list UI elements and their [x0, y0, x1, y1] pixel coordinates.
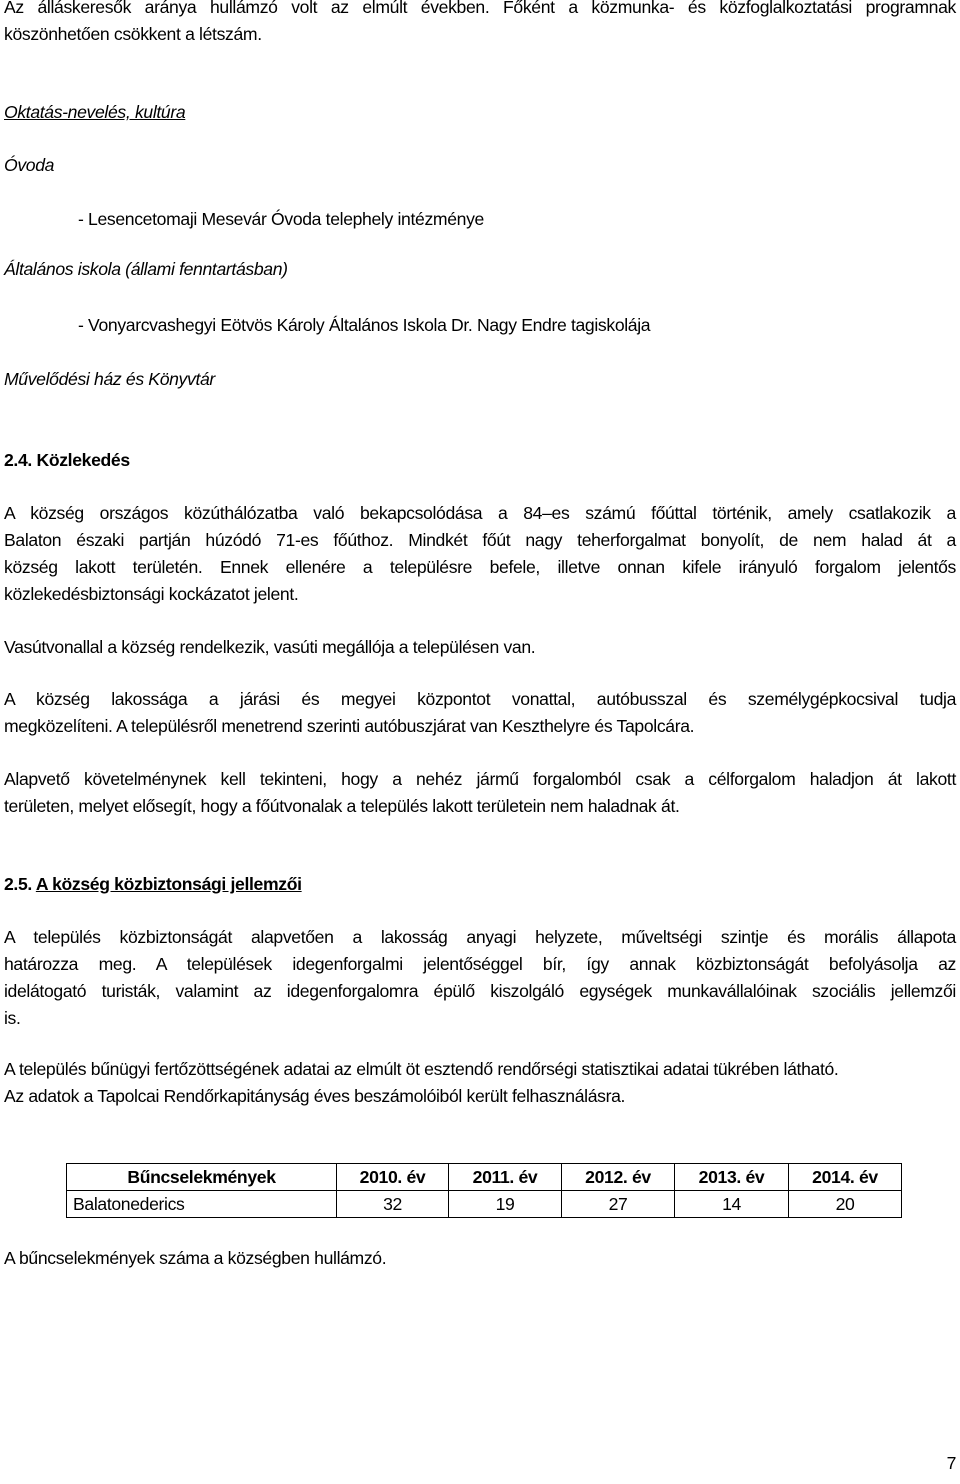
ovoda-heading: Óvoda: [4, 155, 55, 175]
table-header-row: [67, 1164, 902, 1191]
kozbiztonsag-paragraph-1: [4, 924, 956, 1032]
kozlekedes-p1-line-2: Balaton északi partján húzódó 71-es főúthoz. Mindkét főút nagy teherforgalmat bonyolít, de nem halad át a: [4, 530, 956, 550]
table-cell: 27: [562, 1191, 675, 1218]
iskola-heading: Általános iskola (állami fenntartásban): [4, 259, 288, 279]
kozlekedes-paragraph-3: [4, 686, 956, 740]
ovoda-item: - Lesencetomaji Mesevár Óvoda telephely intézménye: [78, 209, 484, 229]
kozbiztonsag-heading: [4, 874, 302, 895]
intro-line-1: Az álláskeresők aránya hullámzó volt az elmúlt években. Főként a közmunka- és közfoglalkoztatási programnak: [4, 0, 956, 17]
table-header-cell: 2013. év: [675, 1164, 789, 1191]
kozlekedes-heading: 2.4. Közlekedés: [4, 450, 130, 470]
kozbiztonsag-p2-line-2: Az adatok a Tapolcai Rendőrkapitányság éves beszámolóiból került felhasználásra.: [4, 1086, 626, 1106]
muvelodesi-heading: Művelődési ház és Könyvtár: [4, 369, 215, 389]
table-caption: A bűncselekmények száma a községben hullámzó.: [4, 1248, 387, 1268]
table-cell: 32: [337, 1191, 449, 1218]
kozlekedes-p3-line-1: A község lakossága a járási és megyei központot vonattal, autóbusszal és személygépkocsival tudja: [4, 689, 956, 709]
table-header-cell: 2014. év: [789, 1164, 902, 1191]
table-header-cell: 2011. év: [449, 1164, 562, 1191]
kozlekedes-paragraph-4: [4, 766, 956, 820]
table-cell: 19: [449, 1191, 562, 1218]
page-number: 7: [946, 1453, 956, 1473]
table-cell-settlement: Balatonederics: [67, 1191, 337, 1218]
kozlekedes-p2-line-1: Vasútvonallal a község rendelkezik, vasúti megállója a településen van.: [4, 637, 536, 657]
table-header-cell: 2010. év: [337, 1164, 449, 1191]
kozlekedes-p1-line-4: közlekedésbiztonsági kockázatot jelent.: [4, 584, 299, 604]
kozlekedes-paragraph-2: [4, 634, 956, 661]
kozbiztonsag-paragraph-2: [4, 1056, 956, 1110]
kozlekedes-p3-line-2: megközelíteni. A településről menetrend szerinti autóbuszjárat van Keszthelyre és Tapolcára.: [4, 716, 695, 736]
kozlekedes-p1-line-1: A község országos közúthálózatba való bekapcsolódása a 84–es számú főúttal történik, amely csatlakozik a: [4, 503, 956, 523]
table-header-cell: 2012. év: [562, 1164, 675, 1191]
kozbiztonsag-heading-number: 2.5.: [4, 874, 32, 894]
kozbiztonsag-p2-line-1: A település bűnügyi fertőzöttségének adatai az elmúlt öt esztendő rendőrségi statisztikai adatai tükrében látható.: [4, 1059, 839, 1079]
table-cell: 20: [789, 1191, 902, 1218]
table-row: [67, 1191, 902, 1218]
kozbiztonsag-p1-line-4: is.: [4, 1008, 21, 1028]
education-section-title: Oktatás-nevelés, kultúra: [4, 102, 186, 122]
iskola-item: - Vonyarcvashegyi Eötvös Károly Általános Iskola Dr. Nagy Endre tagiskolája: [78, 315, 651, 335]
crime-statistics-table: [66, 1163, 902, 1218]
kozlekedes-p4-line-2: területen, melyet elősegít, hogy a főútvonalak a település lakott területein nem haladnak át.: [4, 796, 680, 816]
intro-paragraph: [4, 0, 956, 48]
kozlekedes-p4-line-1: Alapvető követelménynek kell tekinteni, hogy a nehéz jármű forgalomból csak a célforgalom haladjon át lakott: [4, 769, 956, 789]
table-header-cell: Bűncselekmények: [67, 1164, 337, 1191]
kozlekedes-paragraph-1: [4, 500, 956, 608]
intro-line-2: köszönhetően csökkent a létszám.: [4, 24, 262, 44]
kozbiztonsag-p1-line-1: A település közbiztonságát alapvetően a lakosság anyagi helyzete, műveltségi szintje és morális állapota: [4, 927, 956, 947]
kozbiztonsag-p1-line-3: idelátogató turisták, valamint az idegenforgalomra épülő kiszolgáló egységek munkavállalóinak szociális jellemzői: [4, 981, 956, 1001]
kozbiztonsag-heading-text: A község közbiztonsági jellemzői: [35, 874, 302, 894]
kozlekedes-p1-line-3: község lakott területén. Ennek ellenére a településre befele, illetve onnan kifele irányuló forgalom jelentős: [4, 557, 956, 577]
table-cell: 14: [675, 1191, 789, 1218]
kozbiztonsag-p1-line-2: határozza meg. A települések idegenforgalmi jelentőséggel bír, így annak közbiztonságát befolyásolja az: [4, 954, 956, 974]
